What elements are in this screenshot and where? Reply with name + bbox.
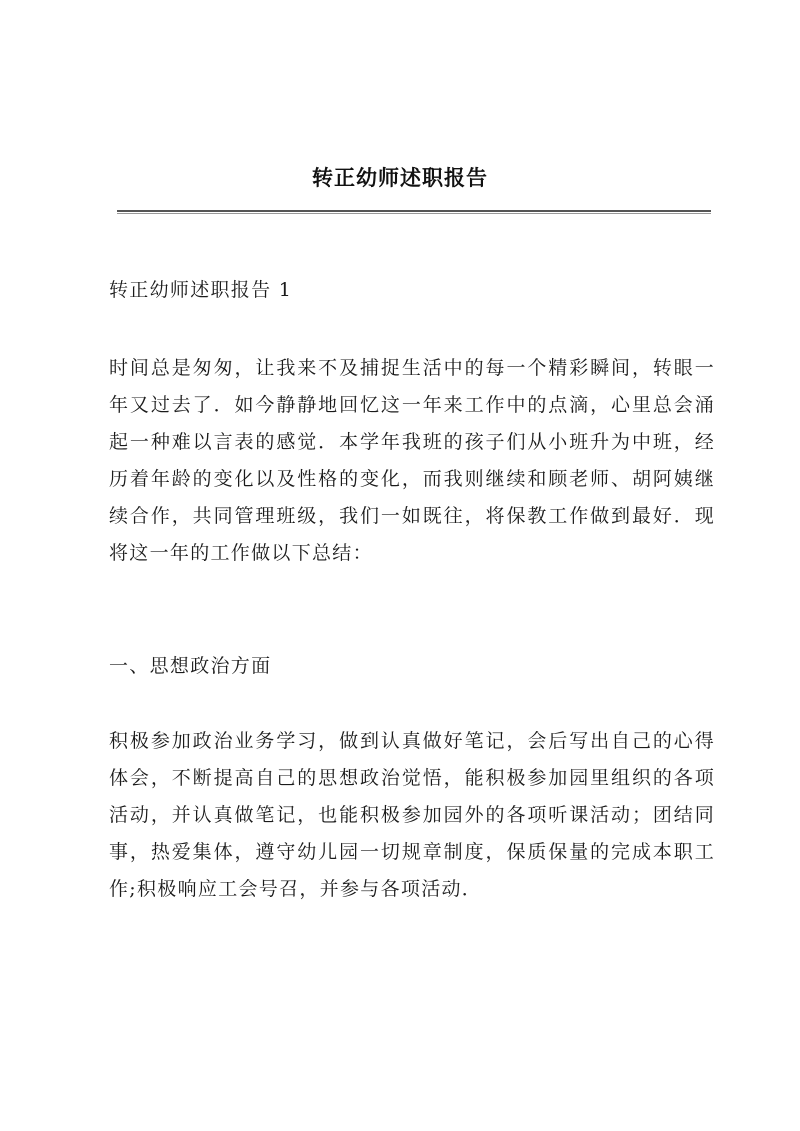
report-subtitle: 转正幼师述职报告 1 <box>109 279 293 301</box>
paragraph-political: 积极参加政治业务学习，做到认真做好笔记，会后写出自己的心得体会，不断提高自己的思想政治觉悟，能积极参加园里组织的各项活动，并认真做笔记，也能积极参加园外的各项听课活动；团结同事，热爱集体，遵守幼儿园一切规章制度，保质保量的完成本职工作;积极响应工会号召，并参与各项活动． <box>109 730 715 900</box>
paragraph-intro: 时间总是匆匆，让我来不及捕捉生活中的每一个精彩瞬间，转眼一年又过去了．如今静静地回忆这一年来工作中的点滴，心里总会涌起一种难以言表的感觉．本学年我班的孩子们从小班升为中班，经历着年龄的变化以及性格的变化，而我则继续和顾老师、胡阿姨继续合作，共同管理班级，我们一如既往，将保教工作做到最好．现将这一年的工作做以下总结： <box>109 357 715 564</box>
document-title: 转正幼师述职报告 <box>312 165 488 190</box>
title-divider <box>117 210 711 214</box>
section-heading-political: 一、思想政治方面 <box>109 655 272 677</box>
